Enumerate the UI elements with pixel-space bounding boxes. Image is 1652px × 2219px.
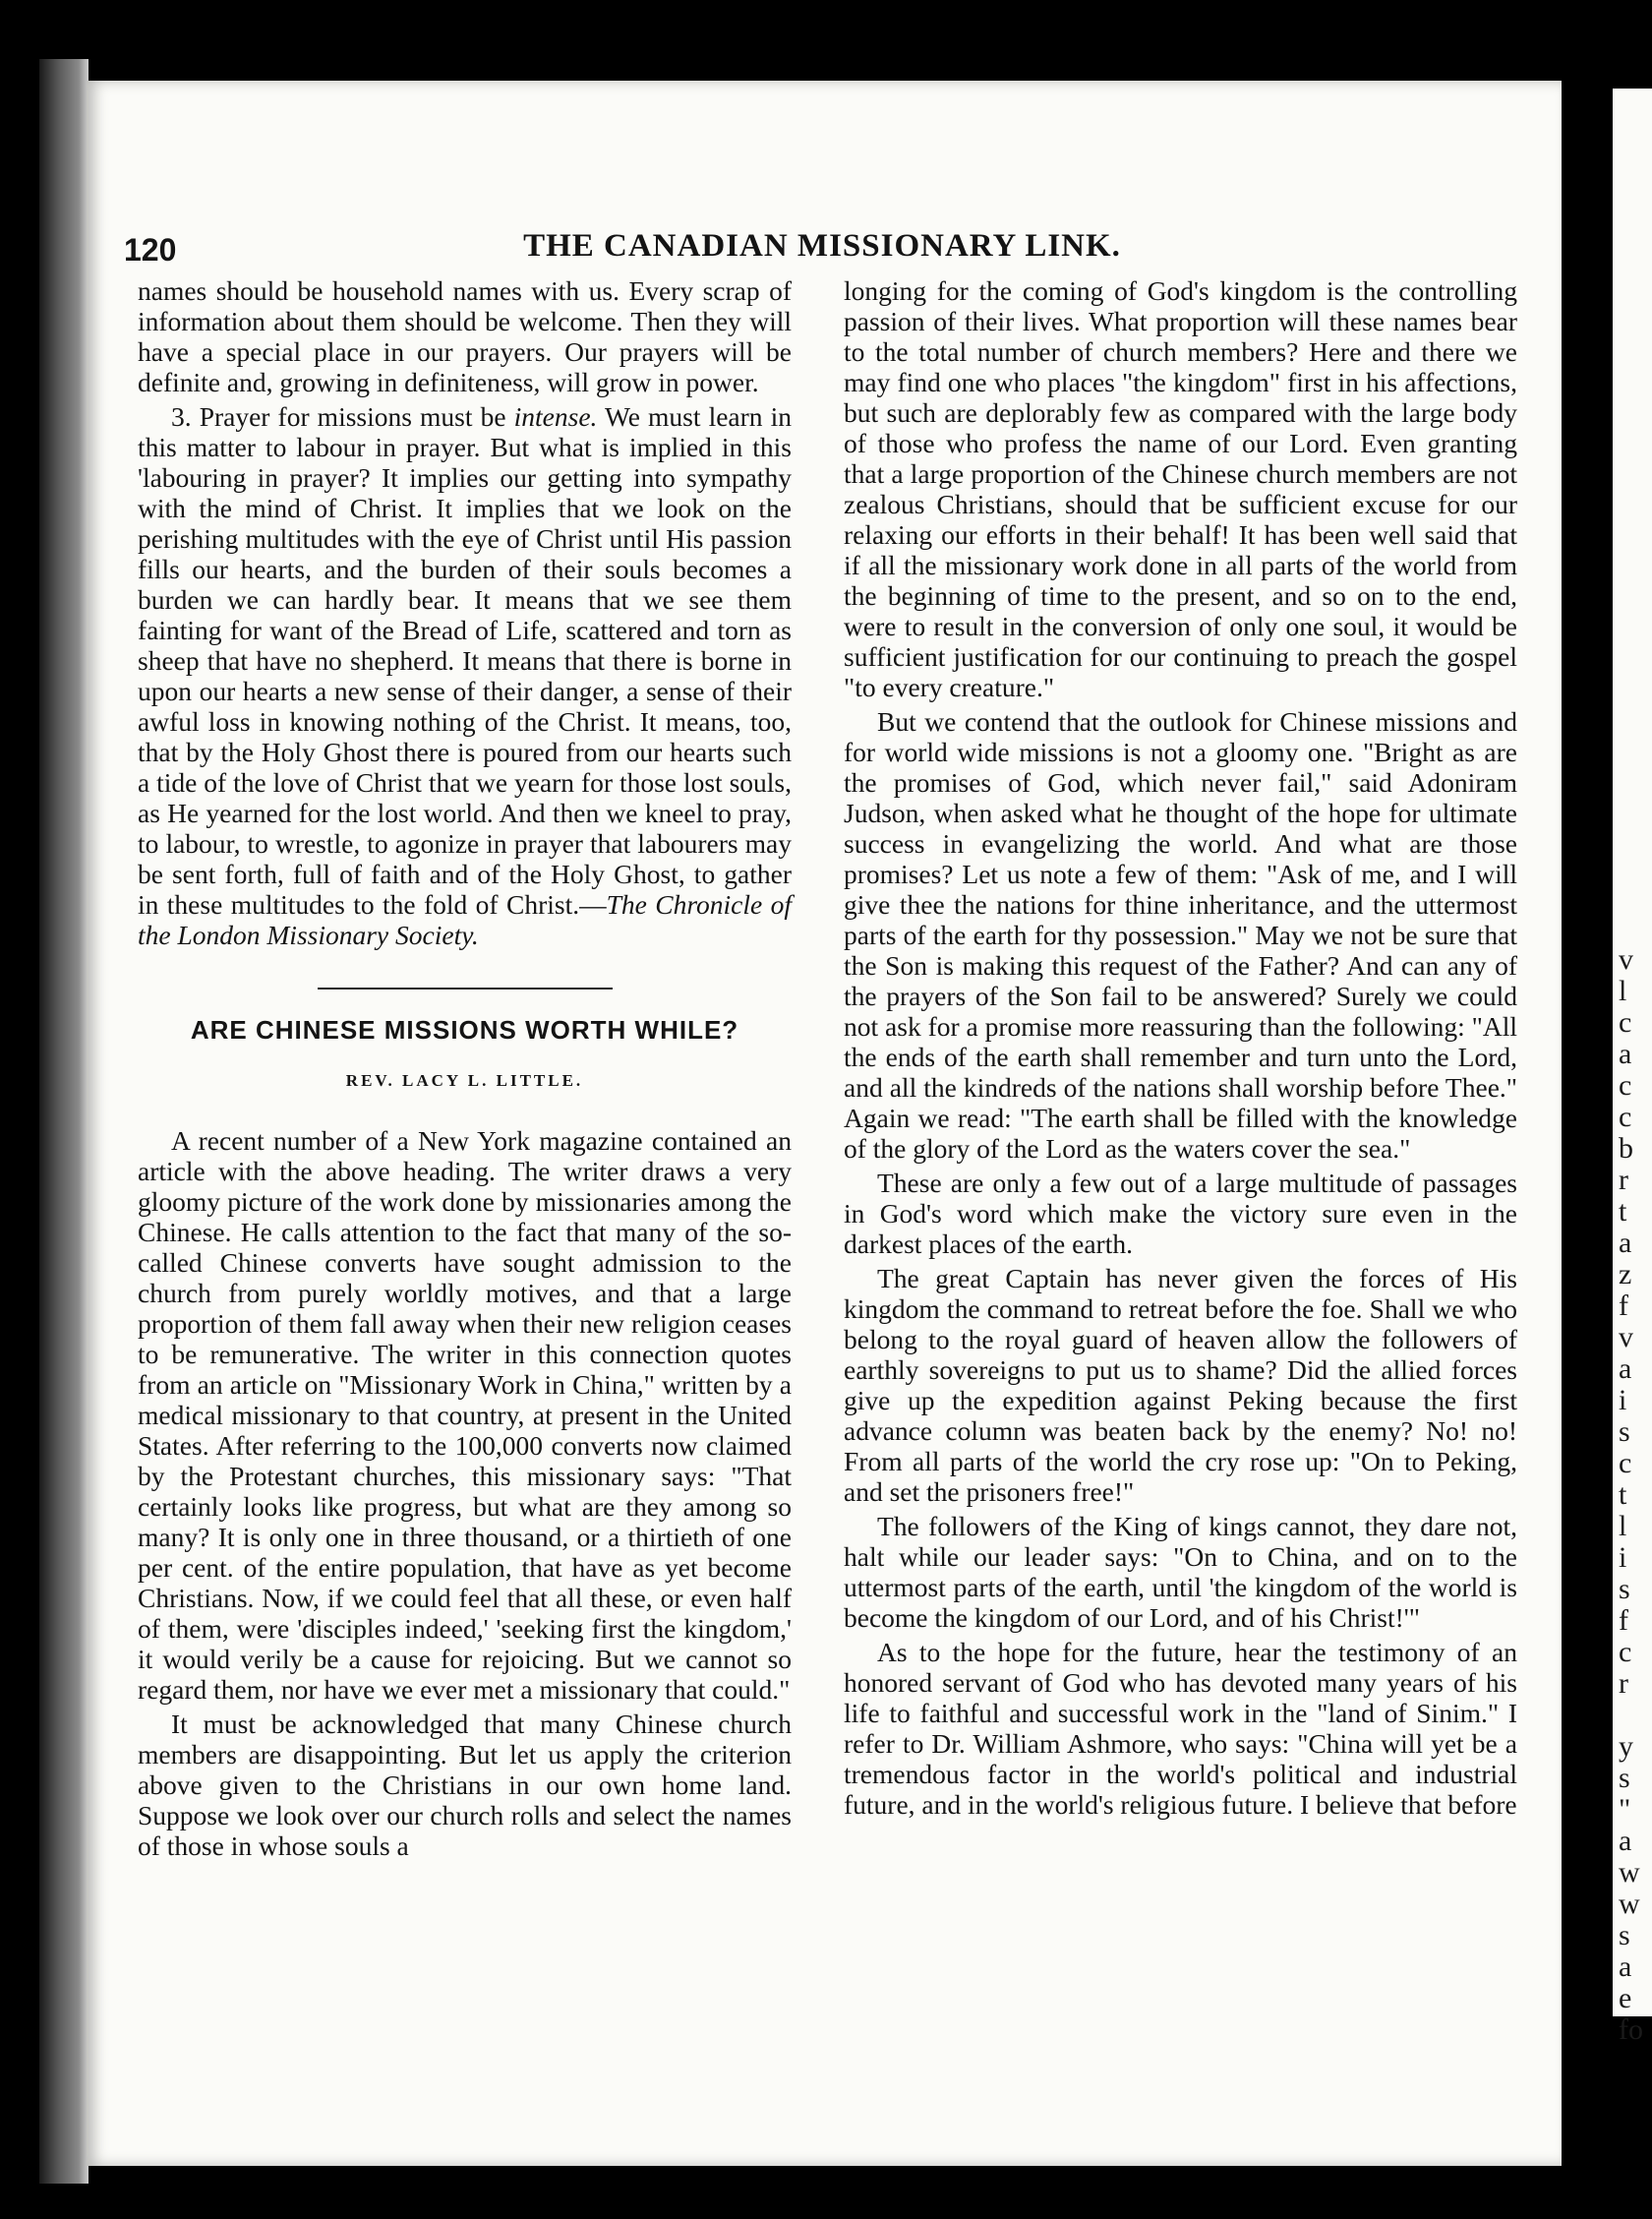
fragment-letter: z: [1619, 1258, 1632, 1290]
fragment-letter: s: [1619, 1573, 1630, 1605]
fragment-letter: s: [1619, 1762, 1630, 1794]
fragment-letter: t: [1619, 1478, 1627, 1511]
left-column: [138, 275, 792, 1865]
fragment-letter: e: [1619, 1982, 1632, 2014]
paragraph: The great Captain has never given the forces of His kingdom the command to retreat before the foe. Shall we who belong to the royal guard of heaven allow the followers of earthly sovereigns to put us to shame? Did the allied forces give up the expedition against Peking because the first advance column was beaten back by the enemy? No! no! From all parts of the world the cry rose up: "On to Peking, and set the prisoners free!": [844, 1263, 1517, 1507]
fragment-letter: l: [1619, 975, 1627, 1007]
fragment-letter: s: [1619, 1415, 1630, 1448]
page-header: [124, 228, 1520, 277]
section-divider: [318, 988, 613, 990]
article-byline: REV. LACY L. LITTLE.: [345, 1071, 584, 1090]
fragment-letter: f: [1619, 1289, 1628, 1322]
document-page: [87, 81, 1562, 2166]
fragment-letter: l: [1619, 1510, 1627, 1542]
fragment-letter: y: [1619, 1730, 1633, 1763]
source-citation: The Chronicle of the London Missionary Society.: [138, 889, 792, 950]
fragment-letter: r: [1619, 1164, 1628, 1196]
fragment-letter: a: [1619, 1825, 1632, 1857]
fragment-letter: c: [1619, 1101, 1632, 1133]
scan-binding-edge: [39, 59, 88, 2184]
fragment-letter: v: [1619, 1321, 1633, 1353]
paragraph: It must be acknowledged that many Chinese church members are disappointing. But let us apply the criterion above given to the Christians in our own home land. Suppose we look over our church rolls and select the names of those in whose souls a: [138, 1709, 792, 1861]
paragraph: 3. Prayer for missions must be intense. We must learn in this matter to labour in prayer. But what is implied in this 'labouring in prayer? It implies our getting into sympathy with the mind of Christ. It implies that we look on the perishing multitudes with the eye of Christ until His passion fills our hearts, and the burden of their souls becomes a burden we can hardly bear. It means that we see them fainting for want of the Bread of Life, scattered and torn as sheep that have no shepherd. It means that there is borne in upon our hearts a new sense of their danger, a sense of their awful loss in knowing nothing of the Christ. It means, too, that by the Holy Ghost there is poured from our hearts such a tide of the love of Christ that we yearn for those lost souls, as He yearned for the lost world. And then we kneel to pray, to labour, to wrestle, to agonize in prayer that labourers may be sent forth, full of faith and of the Holy Ghost, to gather in these multitudes to the fold of Christ.—The Chronicle of the London Missionary Society.: [138, 401, 792, 950]
fragment-letter: r: [1619, 1667, 1628, 1700]
paragraph: The followers of the King of kings cannot, they dare not, halt while our leader says: "On to China, and on to the uttermost parts of the earth, until 'the kingdom of the world is become the kingdom of our Lord, and of his Christ!'": [844, 1511, 1517, 1633]
paragraph: A recent number of a New York magazine contained an article with the above heading. The writer draws a very gloomy picture of the work done by missionaries among the Chinese. He calls attention to the fact that many of the so-called Chinese converts have sought admission to the church from purely worldly motives, and that a large proportion of them fall away when their new religion ceases to be remunerative. The writer in this connection quotes from an article on "Missionary Work in China," written by a medical missionary to that country, at present in the United States. After referring to the 100,000 converts now claimed by the Protestant churches, this missionary says: "That certainly looks like progress, but what are they among so many? It is only one in three thousand, or a thirtieth of one per cent. of the entire population, that have as yet become Christians. Now, if we could feel that all these, or even half of them, were 'disciples indeed,' 'seeking first the kingdom,' it would verily be a cause for rejoicing. But we cannot so regard them, nor have we ever met a missionary that could.": [138, 1125, 792, 1705]
fragment-letter: c: [1619, 1006, 1632, 1039]
fragment-letter: v: [1619, 943, 1633, 976]
fragment-letter: i: [1619, 1384, 1627, 1416]
paragraph: But we contend that the outlook for Chinese missions and for world wide missions is not a gloomy one. "Bright as are the promises of God, which never fail," said Adoniram Judson, when asked what he thought of the hope for ultimate success in evangelizing the world. And what are those promises? Let us note a few of them: "Ask of me, and I will give thee the nations for thine inheritance, and the uttermost parts of the earth for thy possession." May we not be sure that the Son is making this request of the Father? And can any of the prayers of the Son fail to be answered? Surely we could not ask for a promise more reassuring than the following: "All the ends of the earth shall remember and turn unto the Lord, and all the kindreds of the nations shall worship before Thee." Again we read: "The earth shall be filled with the knowledge of the glory of the Lord as the waters cover the sea.": [844, 706, 1517, 1164]
fragment-letter: c: [1619, 1069, 1632, 1102]
adjacent-page-fragment: [1613, 89, 1652, 2046]
fragment-letter: i: [1619, 1541, 1627, 1574]
fragment-letter: a: [1619, 1038, 1632, 1070]
fragment-letter: ": [1619, 1793, 1631, 1826]
fragment-letter: c: [1619, 1447, 1632, 1479]
fragment-letter: b: [1619, 1132, 1633, 1165]
running-title: THE CANADIAN MISSIONARY LINK.: [523, 228, 1121, 264]
right-column: [844, 275, 1517, 1824]
page-number: 120: [124, 232, 177, 268]
fragment-letter: t: [1619, 1195, 1627, 1228]
fragment-letter: w: [1619, 1856, 1640, 1889]
fragment-letter: a: [1619, 1950, 1632, 1983]
fragment-letter: w: [1619, 1888, 1640, 1920]
fragment-letter: a: [1619, 1227, 1632, 1259]
paragraph: longing for the coming of God's kingdom is the controlling passion of their lives. What proportion will these names bear to the total number of church members? Here and there we may find one who places "the kingdom" first in his affections, but such are deplorably few as compared with the large body of those who profess the name of our Lord. Even granting that a large proportion of the Chinese church members are not zealous Christians, should that be sufficient excuse for our relaxing our efforts in their behalf! It has been well said that if all the missionary work done in all parts of the world from the beginning of time to the present, and so on to the end, were to result in the conversion of only one soul, it would be sufficient justification for our continuing to preach the gospel "to every creature.": [844, 275, 1517, 702]
paragraph: As to the hope for the future, hear the testimony of an honored servant of God who has devoted many years of his life to faithful and successful work in the "land of Sinim." I refer to Dr. William Ashmore, who says: "China will yet be a tremendous factor in the world's political and industrial future, and in the world's religious future. I believe that before: [844, 1637, 1517, 1820]
fragment-letter: f: [1619, 1604, 1628, 1637]
article-title: ARE CHINESE MISSIONS WORTH WHILE?: [190, 1015, 739, 1045]
fragment-letter: fo: [1619, 2013, 1643, 2046]
paragraph: names should be household names with us. Every scrap of information about them should be welcome. Then they will have a special place in our prayers. Our prayers will be definite and, growing in definiteness, will grow in power.: [138, 275, 792, 397]
fragment-letter: s: [1619, 1919, 1630, 1951]
fragment-letter: c: [1619, 1636, 1632, 1668]
paragraph: These are only a few out of a large multitude of passages in God's word which make the victory sure even in the darkest places of the earth.: [844, 1168, 1517, 1259]
fragment-letter: a: [1619, 1352, 1632, 1385]
